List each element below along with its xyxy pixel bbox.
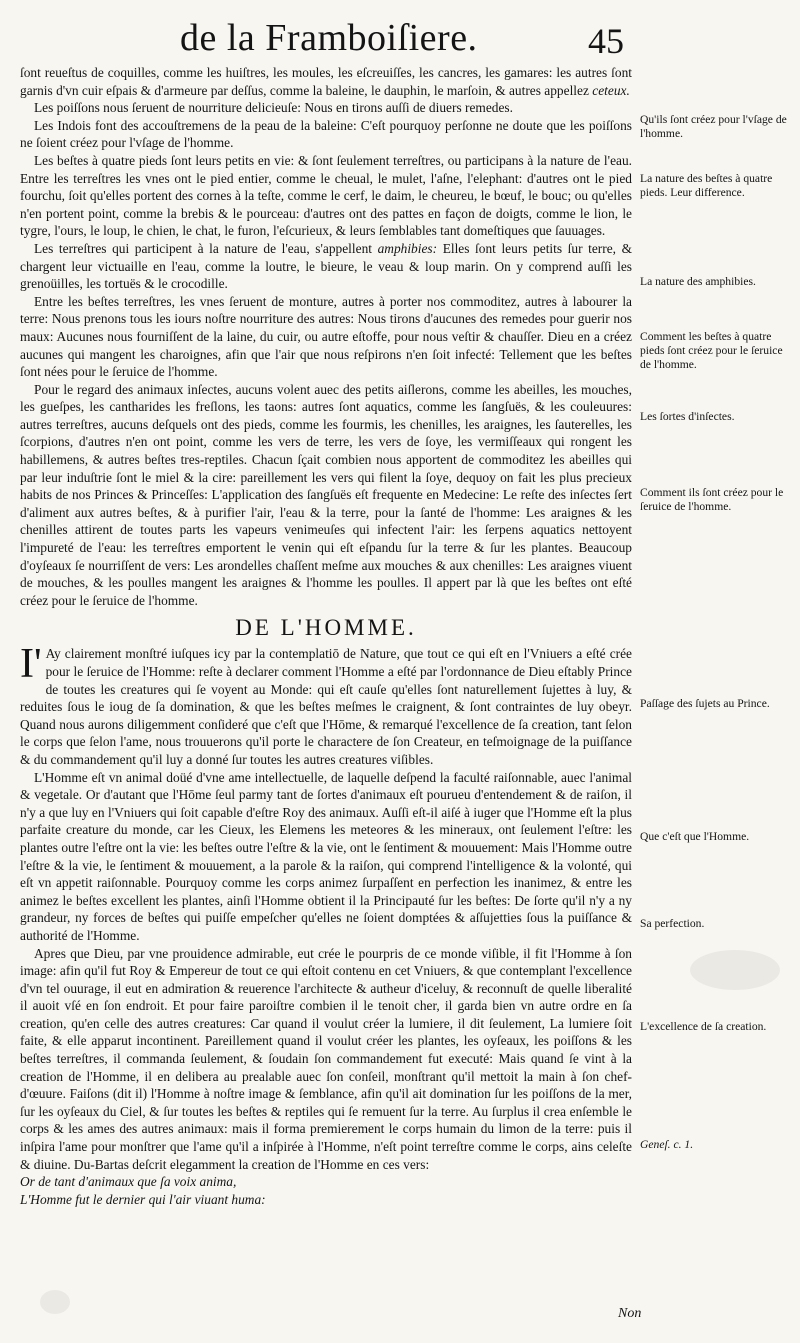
catchword: Non	[618, 1306, 642, 1321]
ink-bleed-mark	[40, 1290, 70, 1314]
margin-note: L'excellence de ſa creation.	[640, 1020, 767, 1033]
margin-note: Sa perfection.	[640, 917, 705, 930]
paragraph-quadrupeds: Les beſtes à quatre pieds ſont leurs petits en vie: & ſont ſeulement terreſtres, ou participans à la nature de l'eau. Entre les terreſtres les vnes ont le pied entier, comme le cheual, le mulet, l'aſne, l'elephant: d'autres ont le pied fourchu, ſoit qu'elles portent des cornes à la teſte, comme le cerf, le daim, le cheureu, le bœuf, le bouc; ou qu'elles n'en portent point, comme la brebis & le pourceau: d'autres ont des pattes en façon de doigts, comme le lion, le tygre, l'ours, le loup, le chien, le chat, le furon, l'eſcurieux, & leurs ſemblables tant domeſtiques que ſauuages.	[20, 152, 632, 239]
margin-note: Paſſage des ſujets au Prince.	[640, 697, 770, 710]
margin-note: La nature des beſtes à quatre pieds. Leur difference.	[640, 172, 773, 199]
paragraph-intro-man: I'Ay clairement monſtré iuſques icy par la contemplatiō de Nature, que tout ce qui eſt en l'Vniuers a eſté crée pour le ſeruice de l'Homme: reſte à declarer comment l'Homme a eſté par l'ordonnance de Dieu eſtably Prince de toutes les creatures qui ſe voyent au Monde: qui eſt cauſe qu'elles ſont naturellement ſujettes à luy, & reduites ſous le ioug de ſa domination, & que les beſtes meſmes le craignent, & ſont contraintes de luy obeyr. Quand nous aurons diligemment conſideré que c'eſt que l'Hōme, & remarqué l'excellence de ſa creation, tant ſelon le corps que ſelon l'ame, nous trouuerons qu'il porte le charactere de ſon Createur, en teſmoignage de la puiſſance & du commandement qu'il luy a donné ſur toutes les autres creatures viſibles.	[20, 641, 632, 767]
margin-note: Comment les beſtes à quatre pieds ſont créez pour le ſeruice de l'homme.	[640, 330, 783, 371]
margin-note: Geneſ. c. 1.	[640, 1138, 694, 1151]
section-heading: DE L'HOMME.	[235, 615, 417, 641]
paragraph-fish-food: Les poiſſons nous ſeruent de nourriture delicieuſe: Nous en tirons auſſi de diuers remedes.	[34, 100, 513, 116]
margin-note: Que c'eſt que l'Homme.	[640, 830, 750, 843]
verse-line-1: Or de tant d'animaux que ſa voix anima,	[20, 1174, 237, 1190]
page-number: 45	[588, 21, 624, 61]
running-title: de la Framboiſiere.	[180, 17, 478, 59]
paragraph-amphibians: Les terreſtres qui participent à la nature de l'eau, s'appellent amphibies: Elles ſont leurs petits ſur terre, & chargent leur victuaille en l'eau, comme la loutre, le bieure, le veau & loup marin. On y comprend auſſi les grenoüilles, les tortuës & le crocodille.	[20, 240, 632, 292]
margin-note: Comment ils ſont créez pour le ſeruice de l'homme.	[640, 486, 784, 513]
verse-line-2: L'Homme fut le dernier qui l'air viuant huma:	[20, 1191, 266, 1207]
running-head	[0, 16, 800, 68]
margin-note: Les ſortes d'inſectes.	[640, 410, 735, 423]
term-ceteux: ceteux.	[592, 82, 630, 98]
ink-bleed-mark	[690, 950, 780, 990]
paragraph-uses-of-beasts: Entre les beſtes terreſtres, les vnes ſeruent de monture, autres à porter nos commoditez, autres à labourer la terre: Nous prenons tous les iours noſtre nourriture des autres: Nous tirons d'aucunes des remedes pour guerir nos maux: Aucunes nous fourniſſent de la laine, du cuir, ou autre eſtoffe, pour nous veſtir & chauſſer. Dieu en a créez aucunes qui mangent les charoignes, afin que l'air que nous reſpirons n'en ſoit infecté: Tellement que les beſtes ſont nées pour le ſeruice de l'homme.	[20, 293, 632, 380]
paragraph-shellfish: ſont reueſtus de coquilles, comme les huiſtres, les moules, les eſcreuiſſes, les cancres, les gamares: les autres ſont garnis d'vn cuir eſpais & d'armeure par deſſus, comme la baleine, le dauphin, le marſoin, & autres appellez ceteux.	[20, 65, 632, 98]
term-amphibies: amphibies:	[377, 240, 438, 256]
paragraph-insects: Pour le regard des animaux inſectes, aucuns volent auec des petits aiſlerons, comme les abeilles, les mouches, les gueſpes, les cantharides les freſlons, les taons: autres ſont aquatics, comme les ſangſuës, & les couleuures: autres terreſtres, aucuns deſquels ont des pieds, comme les fourmis, les chenilles, les araignes, les ſauterelles, les ſcorpions, d'autres n'en ont point, comme les vers de terre, les vers de ſoye, les vermiſſeaux qui rongent les habillemens, & autres beſtes tres-reptiles. Chacun ſçait combien nous apportent de commoditez les abeilles qui par leur induſtrie ſont le miel & la cire: pareillement les vers qui filent la ſoye, dequoy on fait les plus precieux habits de nos Princes & Princeſſes: L'application des ſangſuës eſt frequente en Medecine: Le reſte des inſectes ſert d'aliment aux autres beſtes, & à purifier l'air, l'eau & la terre, pour la ſanté de l'homme: Les araignes & les chenilles attirent de toutes parts les vapeurs venimeuſes qui infectent l'air: les ſerpens aquatics nettoyent l'impureté de l'eau: les terreſtres emportent le venin qui eſt eſpandu ſur la terre & ſur les plantes. Beaucoup d'oyſeaux ſe nourriſſent de vers: Les arondelles chaſſent meſme aux mouches & aux chenilles: Les araignes viuent de mouches, & les poulles mangent les araignes & l'homme les poulles. Il appert par là que les beſtes ont eſté créez pour le ſeruice de l'homme.	[20, 381, 632, 608]
paragraph-creation-man: Apres que Dieu, par vne prouidence admirable, eut crée le pourpris de ce monde viſible, il fit l'Homme à ſon image: afin qu'il fut Roy & Empereur de tout ce qui eſtoit contenu en cet Vniuers, & que contemplant l'excellence d'vn tel ouurage, il eut en admiration & reuerence l'architecte & autheur d'iceluy, & reconnuſt de quelle liberalité il auoit vſé en ſon endroit. Et pour faire paroiſtre combien il le tenoit cher, il garda bien vn autre ordre en ſa creation, qu'en celle des autres creatures: Car quand il voulut créer la lumiere, il dit ſeulement, La lumiere ſoit faite, & elle apparut incontinent. Pareillement quand il voulut créer les plantes, les oyſeaux, les poiſſons & les beſtes terreſtres, il commanda ſeulement, & ſoudain ſon commandement fut executé: Mais quand ſe vint à la creation de l'Homme, il en delibera au prealable auec ſon conſeil, monſtrant qu'il mettoit la main à ſon chef-d'œuure. Faiſons (dit il) l'Homme à noſtre image & ſemblance, afin qu'il ait domination ſur les poiſſons de la mer, ſur les oyſeaux du Ciel, & ſur toutes les beſtes & reptiles qui ſe remuent ſur la terre. Au ſurplus il crea enſemble le corps & les ames des autres animaux: mais il forma premierement le corps humain du limon de la terre: puis il inſpira l'ame pour monſtrer que l'ame qu'il a inſpirée à l'Homme, n'eſt point terreſtre comme le corps, ains celeſte & diuine. Du-Bartas deſcrit elegamment la creation de l'Homme en ces vers:	[20, 945, 632, 1172]
margin-note: Qu'ils ſont créez pour l'vſage de l'homme.	[640, 113, 787, 140]
margin-note: La nature des amphibies.	[640, 275, 756, 288]
main-text-column	[20, 64, 632, 1208]
paragraph-definition-man: L'Homme eſt vn animal doüé d'vne ame intellectuelle, de laquelle deſpend la faculté raiſonnable, auec l'animal & vegetale. Or d'autant que l'Hōme ſeul parmy tant de ſortes d'animaux eſt pourueu d'entendement & de raiſon, il n'y a que luy en l'Vniuers qui ſoit capable d'eſtre Roy des animaux. Auſſi eſt-il aiſé à iuger que l'Homme eſt la plus parfaite creature du monde, car les Cieux, les Elemens les meteores & les mineraux, ont ſeulement l'eſtre: les plantes outre l'eſtre ont la vie: les beſtes outre l'eſtre & la vie, ont le ſentiment & mouuement: Mais l'Homme outre l'eſtre & la vie, le ſentiment & mouuement, a la parole & la raiſon, qui comprend l'intelligence & la volonté, qui eſt vn appetit raiſonnable. Pourquoy comme les corps animez ſurpaſſent en perfection les inanimez, & entre les animez le beſtes excellent les plantes, ainſi l'Homme obtient il la Principauté ſur les beſtes: De ſorte qu'il n'y a ny grandeur, ny forces de beſtes qui puiſſe empeſcher qu'elles ne ſoient domptées & aſſujetties ſous la puiſſance & authorité de l'Homme.	[20, 769, 632, 943]
paragraph-indians-whale: Les Indois font des accouſtremens de la peau de la baleine: C'eſt pourquoy perſonne ne doute que les poiſſons ne ſoient créez pour l'vſage de l'homme.	[20, 117, 632, 151]
